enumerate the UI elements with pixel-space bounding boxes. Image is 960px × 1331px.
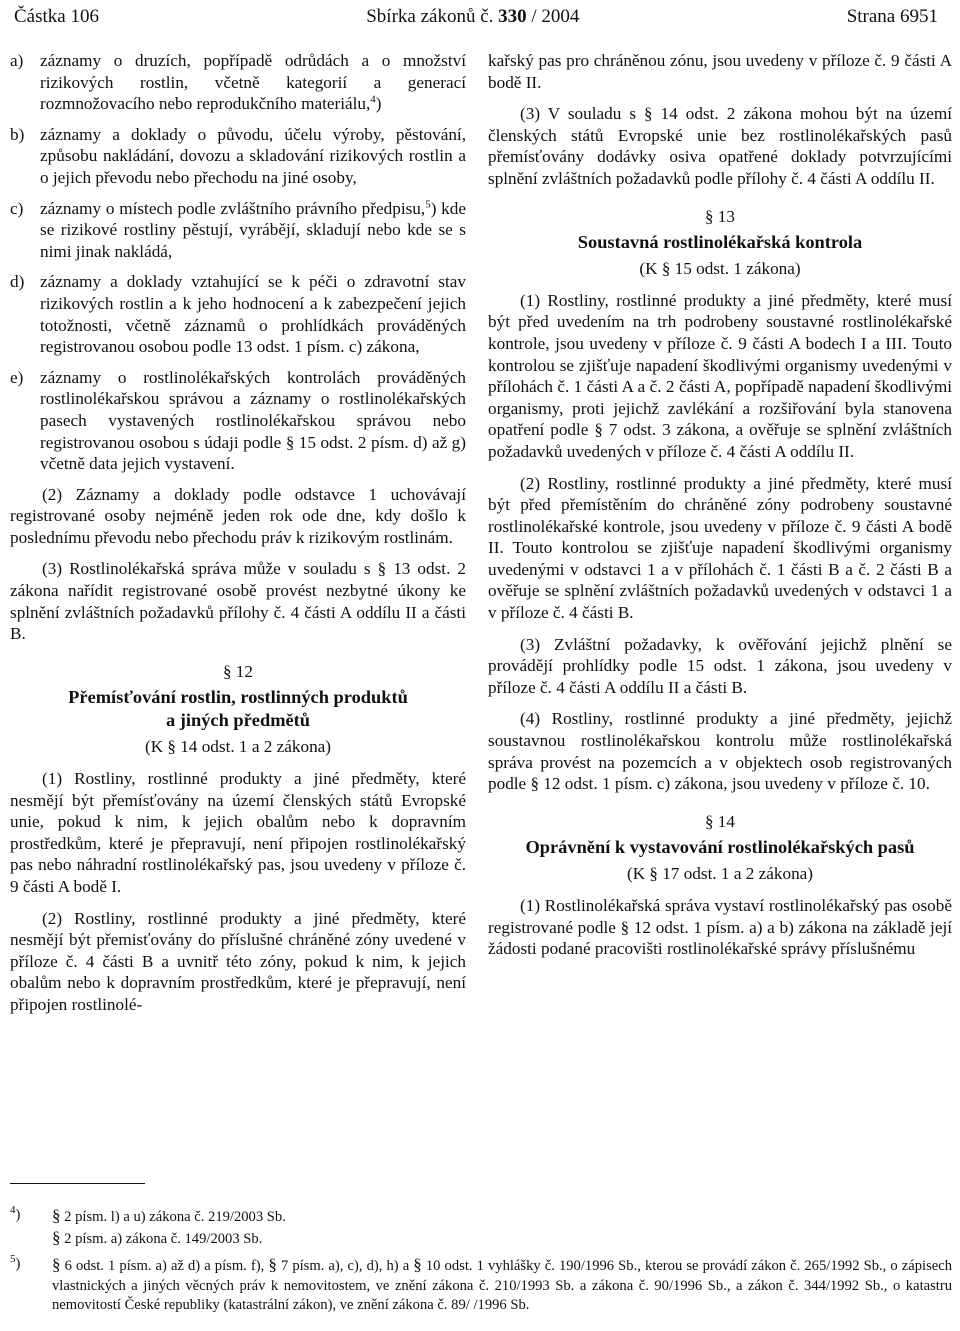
- section-sign: §: [285, 432, 295, 452]
- reference-text: (K: [639, 259, 658, 279]
- footnotes: [10, 1206, 952, 1322]
- section-12-title: [10, 686, 466, 732]
- header-law-number: 330: [498, 6, 527, 27]
- footnote-5: [10, 1255, 952, 1316]
- section-14-reference: [488, 863, 952, 885]
- section-sign: §: [268, 1255, 277, 1275]
- section-14-title: Oprávnění k vystavování rostlinolékařských pasů: [525, 837, 915, 858]
- section-sign: §: [620, 917, 630, 937]
- list-item-d: [10, 271, 466, 357]
- section-sign: §: [661, 259, 671, 279]
- footnote-line-text: 2 písm. a) zákona č. 149/2003 Sb.: [64, 1230, 263, 1247]
- section-12-paragraph-1: (1) Rostliny, rostlinné produkty a jiné předměty, které nesmějí být přemísťovány na území členských států Evropské unie, pokud k nim, k jejich obalům nebo k dopravním prostředkům, které je přepravují, není připojen rostlinolékařský pas nebo náhradní rostlinolékařský pas, jsou uvedeny v příloze č. 9 části A bodě I.: [10, 769, 466, 896]
- section-number: 14: [717, 811, 735, 831]
- paragraph-text: 7 odst. 3 zákona, a ověřuje se splnění zvláštních požadavků uvedených v příloze č. 4 části A oddílu II.: [488, 420, 953, 461]
- footnote-line: [52, 1255, 952, 1316]
- paragraph-text: 13 odst. 2 zákona nařídit registrované osobě provést nezbytné úkony ke splnění zvláštních požadavků přílohy č. 4 části A oddílu II a části B.: [10, 559, 467, 644]
- section-sign: §: [167, 737, 176, 757]
- section-title-line: a jiných předmětů: [165, 710, 311, 731]
- section-12-number: [10, 661, 466, 683]
- section-sign: §: [223, 661, 232, 681]
- section-sign: §: [644, 104, 653, 124]
- paragraph-text: 12 odst. 1 písm. c) zákona, jsou uvedeny v příloze č. 10.: [538, 774, 930, 794]
- footnote-text: [52, 1206, 952, 1249]
- section-sign: §: [705, 206, 714, 226]
- footnote-ref[interactable]: 4: [370, 93, 376, 106]
- list-label: b): [10, 124, 25, 144]
- section-number: 13: [717, 206, 735, 226]
- section-13-reference: [488, 258, 952, 280]
- section-number: 12: [235, 661, 253, 681]
- paragraph-text: (3) V souladu s: [520, 104, 637, 124]
- footnote-line-text: 6 odst. 1 písm. a) až d) a písm. f),: [64, 1258, 265, 1275]
- reference-text: 17 odst. 1 a 2 zákona): [657, 864, 814, 884]
- paragraph-3-right: [488, 103, 952, 189]
- paragraph-text: (1) Rostlinolékařská správa vystaví rostlinolékařský pas osobě registrované podle: [488, 896, 952, 937]
- section-sign: §: [52, 1227, 61, 1247]
- list-label: d): [10, 272, 25, 292]
- list-text-tail: 15 odst. 2 písm. d) až g) včetně data jejich vystavení.: [40, 432, 467, 474]
- list-text: [40, 367, 466, 475]
- list-text-tail: ) kde se rizikové rostliny pěstují, vyrábějí, skladují nebo kde se s nimi jinak nakládá,: [40, 198, 466, 261]
- reference-text: (K: [144, 737, 164, 757]
- section-13-paragraph-2: (2) Rostliny, rostlinné produkty a jiné předměty, které musí být před přemístěním do chráněné zóny podrobeny soustavné rostlinolékařské kontrole, jsou uvedeny v příloze č. 9 části A bodě II. Touto kontrolou se zjišťuje napadení škodlivými organismy uvedenými v odstavci 1 a v přílohách č. 1 části B a č. 2 části B a ověřuje se splnění zvláštních požadavků uvedených v odstavci 1 a v příloze č. 4 části B.: [488, 473, 952, 623]
- footnote-divider: [10, 1183, 145, 1184]
- footnote-number: 5: [10, 1253, 16, 1266]
- paragraph-2: (2) Záznamy a doklady podle odstavce 1 uchovávají registrované osoby nejméně jeden rok ode dne, kdy došlo k poslednímu převodu nebo přechodu práv k rizikovým rostlinám.: [10, 484, 466, 547]
- section-13-title: Soustavná rostlinolékařská kontrola: [577, 232, 863, 253]
- section-sign: §: [52, 1206, 61, 1225]
- section-sign: §: [705, 811, 714, 831]
- footnote-line-text: 2 písm. l) a u) zákona č. 219/2003 Sb.: [64, 1209, 286, 1225]
- footnote-number: 4: [10, 1204, 16, 1217]
- list-item-a: [10, 50, 466, 115]
- reference-text: 15 odst. 1 zákona): [670, 259, 801, 279]
- section-sign: §: [530, 774, 539, 794]
- list-text: [40, 198, 466, 263]
- footnote-line: [52, 1206, 952, 1228]
- section-13-paragraph-3: (3) Zvláštní požadavky, k ověřování jejichž plnění se provádějí prohlídky podle 15 odst. 1 zákona, jsou uvedeny v příloze č. 4 části A oddílu II a části B.: [488, 634, 952, 697]
- list-text-body: záznamy o rostlinolékařských kontrolách prováděných rostlinolékařskou správou a záznamy o rostlinolékařských pasech vystavených rostlinolékařskou správou nebo registrovanou osobou s údaji podle: [40, 367, 466, 452]
- right-column: [488, 50, 952, 970]
- left-column: [10, 50, 466, 1026]
- paragraph-3: [10, 558, 466, 644]
- list-item-c: [10, 198, 466, 263]
- section-14-paragraph-1: [488, 895, 952, 960]
- list-item-e: [10, 367, 466, 475]
- list-text: [40, 50, 466, 115]
- footnote-line: [52, 1228, 952, 1250]
- list-label: e): [10, 367, 24, 387]
- list-text-tail: ): [375, 94, 382, 114]
- paragraph-text: 12 odst. 1 písm. a) a b) zákona na základě její žádosti podané pracovišti rostlinolékařské správy příslušnému: [488, 917, 953, 959]
- section-13-number: [488, 206, 952, 228]
- header-page: Strana 6951: [846, 6, 938, 27]
- list-text: záznamy a doklady vztahující se k péči o zdravotní stav rizikových rostlin a k jeho hodnocení a k zabezpečení jejich totožnosti, včetně záznamů o prohlídkách prováděných registrovanou osobou podle 13 odst. 1 písm. c) zákona,: [40, 272, 466, 357]
- section-title-line: Přemísťování rostlin, rostlinných produktů: [68, 687, 408, 708]
- section-sign: §: [594, 420, 603, 440]
- footnote-label: $^4$): [10, 1204, 21, 1223]
- header-year: / 2004: [526, 6, 580, 27]
- paragraph-text: 14 odst. 2 zákona mohou být na území členských států Evropské unie bez rostlinolékařských pasů přemísťovány dodávky osiva opatřené doklady potvrzujícími splnění zvláštních požadavků podle přílohy č. 4 části A oddílu II.: [488, 104, 952, 188]
- list-text-body: záznamy o místech podle zvláštního právního předpisu,: [40, 198, 426, 218]
- section-13-paragraph-1: [488, 290, 952, 463]
- section-14-number: [488, 811, 952, 833]
- header-collection: [366, 6, 579, 28]
- list-text-body: záznamy o druzích, popřípadě odrůdách a o množství rizikových rostlin, včetně kategorií a generací rozmnožovacího nebo reprodukčního materiálu,: [40, 51, 466, 114]
- header-issue: Částka 106: [14, 6, 99, 27]
- footnote-text: [52, 1255, 952, 1316]
- section-12-reference: [10, 736, 466, 758]
- list-label: a): [10, 51, 24, 70]
- footnote-4: [10, 1206, 952, 1249]
- footnote-label: $^5$): [10, 1253, 21, 1273]
- paragraph-text: (1) Rostliny, rostlinné produkty a jiné předměty, které musí být před uvedením na trh podrobeny soustavné rostlinolékařské kontrole, jsou uvedeny v příloze č. 9 části A bodech I a III. Touto kontrolou se zjišťuje napadení škodlivými organismy uvedenými v přílohách č. 1 části A a č. 2 části A, popřípadě napadení škodlivými organismy, proti jejichž zavlékání a rozšiřování byla stanovena opatření podle: [488, 290, 952, 440]
- footnote-line-text: 7 písm. a), c), d), h) a: [276, 1258, 410, 1275]
- paragraph-text: (3) Rostlinolékařská správa může v souladu s: [42, 559, 371, 579]
- list-item-b: [10, 124, 466, 189]
- continued-paragraph: kařský pas pro chráněnou zónu, jsou uvedeny v příloze č. 9 části A bodě II.: [488, 51, 952, 92]
- list-text: záznamy a doklady o původu, účelu výroby, pěstování, způsobu nakládání, dovozu a skladování rizikových rostlin a o jejich převodu nebo přechodu na jiné osoby,: [40, 124, 466, 187]
- page-header: [14, 4, 938, 30]
- section-sign: §: [413, 1255, 422, 1275]
- footnote-line-text: 10 odst. 1 vyhlášky č. 190/1996 Sb., kterou se provádí zákon č. 265/1992 Sb., o zápisech vlastnických a jiných věcných práv k nemovitostem, ve znění zákona č. 210/1993 Sb. a zákona č. 90/1996 Sb., a zákon č. 344/1992 Sb., o katastru nemovitostí České republiky (katastrální zákon), ve znění zákona č. 89/ /1996 Sb.: [52, 1258, 953, 1314]
- section-sign: §: [52, 1255, 61, 1275]
- reference-text: (K: [626, 864, 646, 884]
- header-collection-name: Sbírka zákonů č.: [366, 6, 499, 27]
- paragraph-text: (4) Rostliny, rostlinné produkty a jiné předměty, jejichž soustavnou rostlinolékařskou kontrolu může rostlinolékařská správa provést na pozemcích a v objektech osob registrovaných podle: [488, 709, 952, 794]
- section-13-paragraph-4: [488, 708, 952, 794]
- section-12-paragraph-2: (2) Rostliny, rostlinné produkty a jiné předměty, které nesmějí být přemisťovány do příslušné chráněné zóny uvedené v příloze č. 4 části B a uvnitř této zóny, pokud k nim, k jejich obalům nebo k dopravním prostředkům, které je přepravují, není připojen rostlinolé-: [10, 908, 466, 1014]
- list-label: c): [10, 198, 24, 218]
- section-sign: §: [377, 559, 387, 579]
- footnote-ref[interactable]: 5: [425, 197, 431, 210]
- reference-text: 14 odst. 1 a 2 zákona): [175, 737, 332, 757]
- section-sign: §: [649, 864, 658, 884]
